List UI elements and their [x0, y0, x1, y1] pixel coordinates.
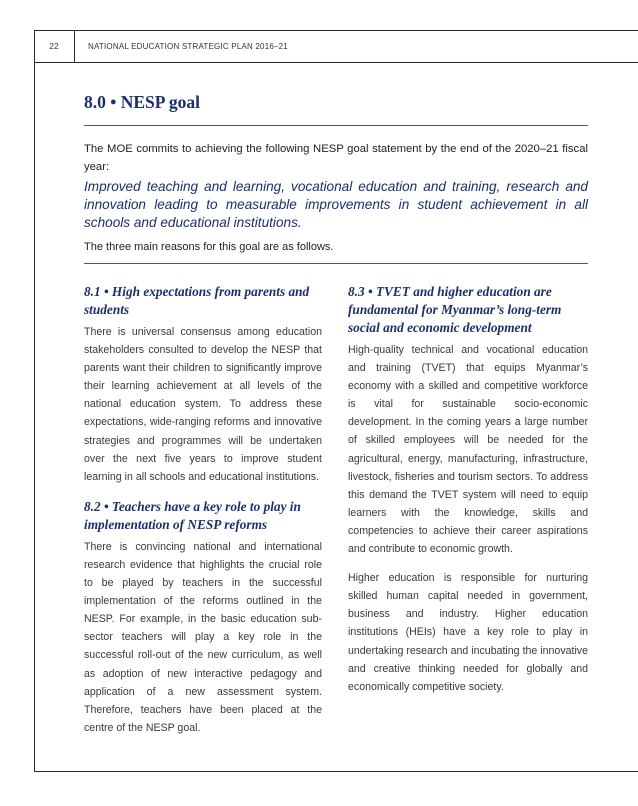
running-title: NATIONAL EDUCATION STRATEGIC PLAN 2016–21	[88, 42, 288, 51]
subsection-heading-8-2: 8.2 • Teachers have a key role to play in implementation of NESP reforms	[84, 498, 301, 532]
subsection-body-8-2: There is convincing national and international research evidence that highlights the crucial role to be played by teachers in the successful implementation of the reforms outlined in the NESP. For example, in the basic education sub-sector teachers will play a key role in the successful roll-out of the new curriculum, as well as adoption of new interactive pedagogy and application of a new assessment system. Therefore, teachers have been placed at the centre of the NESP goal.	[84, 540, 322, 734]
page-frame-left-rule	[34, 30, 35, 772]
subsection-body-8-1: There is universal consensus among education stakeholders consulted to develop the NESP that parents want their children to significantly improve their learning achievement at all levels of the national education system. To address these expectations, wide-ranging reforms and innovative strategies and programmes will be undertaken over the next five years to improve student learning in all schools and educational institutions.	[84, 326, 322, 483]
section-divider-bottom	[84, 263, 588, 264]
subsection-heading-8-3: 8.3 • TVET and higher education are fundamental for Myanmar’s long-term social and economic development	[348, 284, 562, 335]
reasons-lead: The three main reasons for this goal are as follows.	[84, 241, 334, 253]
section-title: 8.0 • NESP goal	[84, 92, 201, 112]
subsection-heading-8-1: 8.1 • High expectations from parents and students	[84, 284, 310, 317]
intro-paragraph: The MOE commits to achieving the following NESP goal statement by the end of the 2020–21 fiscal year:	[84, 143, 588, 173]
header-divider	[74, 30, 75, 63]
right-column	[348, 283, 588, 696]
section-divider-top	[84, 125, 588, 126]
subsection-body-8-3-higher-education: Higher education is responsible for nurturing skilled human capital needed in government, business and industry. Higher education institutions (HEIs) have a key role to play in undertaking research and incubating the innovative and creative thinking needed for globally and economically competitive society.	[348, 572, 588, 693]
subsection-body-8-3: High-quality technical and vocational education and training (TVET) that equips Myanmar’s economy with a skilled and competitive workforce is vital for sustainable socio-economic development. In the coming years a large number of skilled employees will be needed for the agricultural, energy, manufacturing, infrastructure, livestock, fisheries and tourism sectors. To address this demand the TVET system will need to equip learners with the knowledge, skills and competencies to achieve their career aspirations and contribute to economic growth.	[348, 344, 588, 556]
page-frame-bottom-rule	[34, 771, 638, 772]
goal-statement: Improved teaching and learning, vocational education and training, research and innovation leading to measurable improvements in student achievement in all schools and educational institutions.	[84, 179, 588, 230]
left-column	[84, 283, 322, 737]
page-number: 22	[49, 41, 59, 51]
